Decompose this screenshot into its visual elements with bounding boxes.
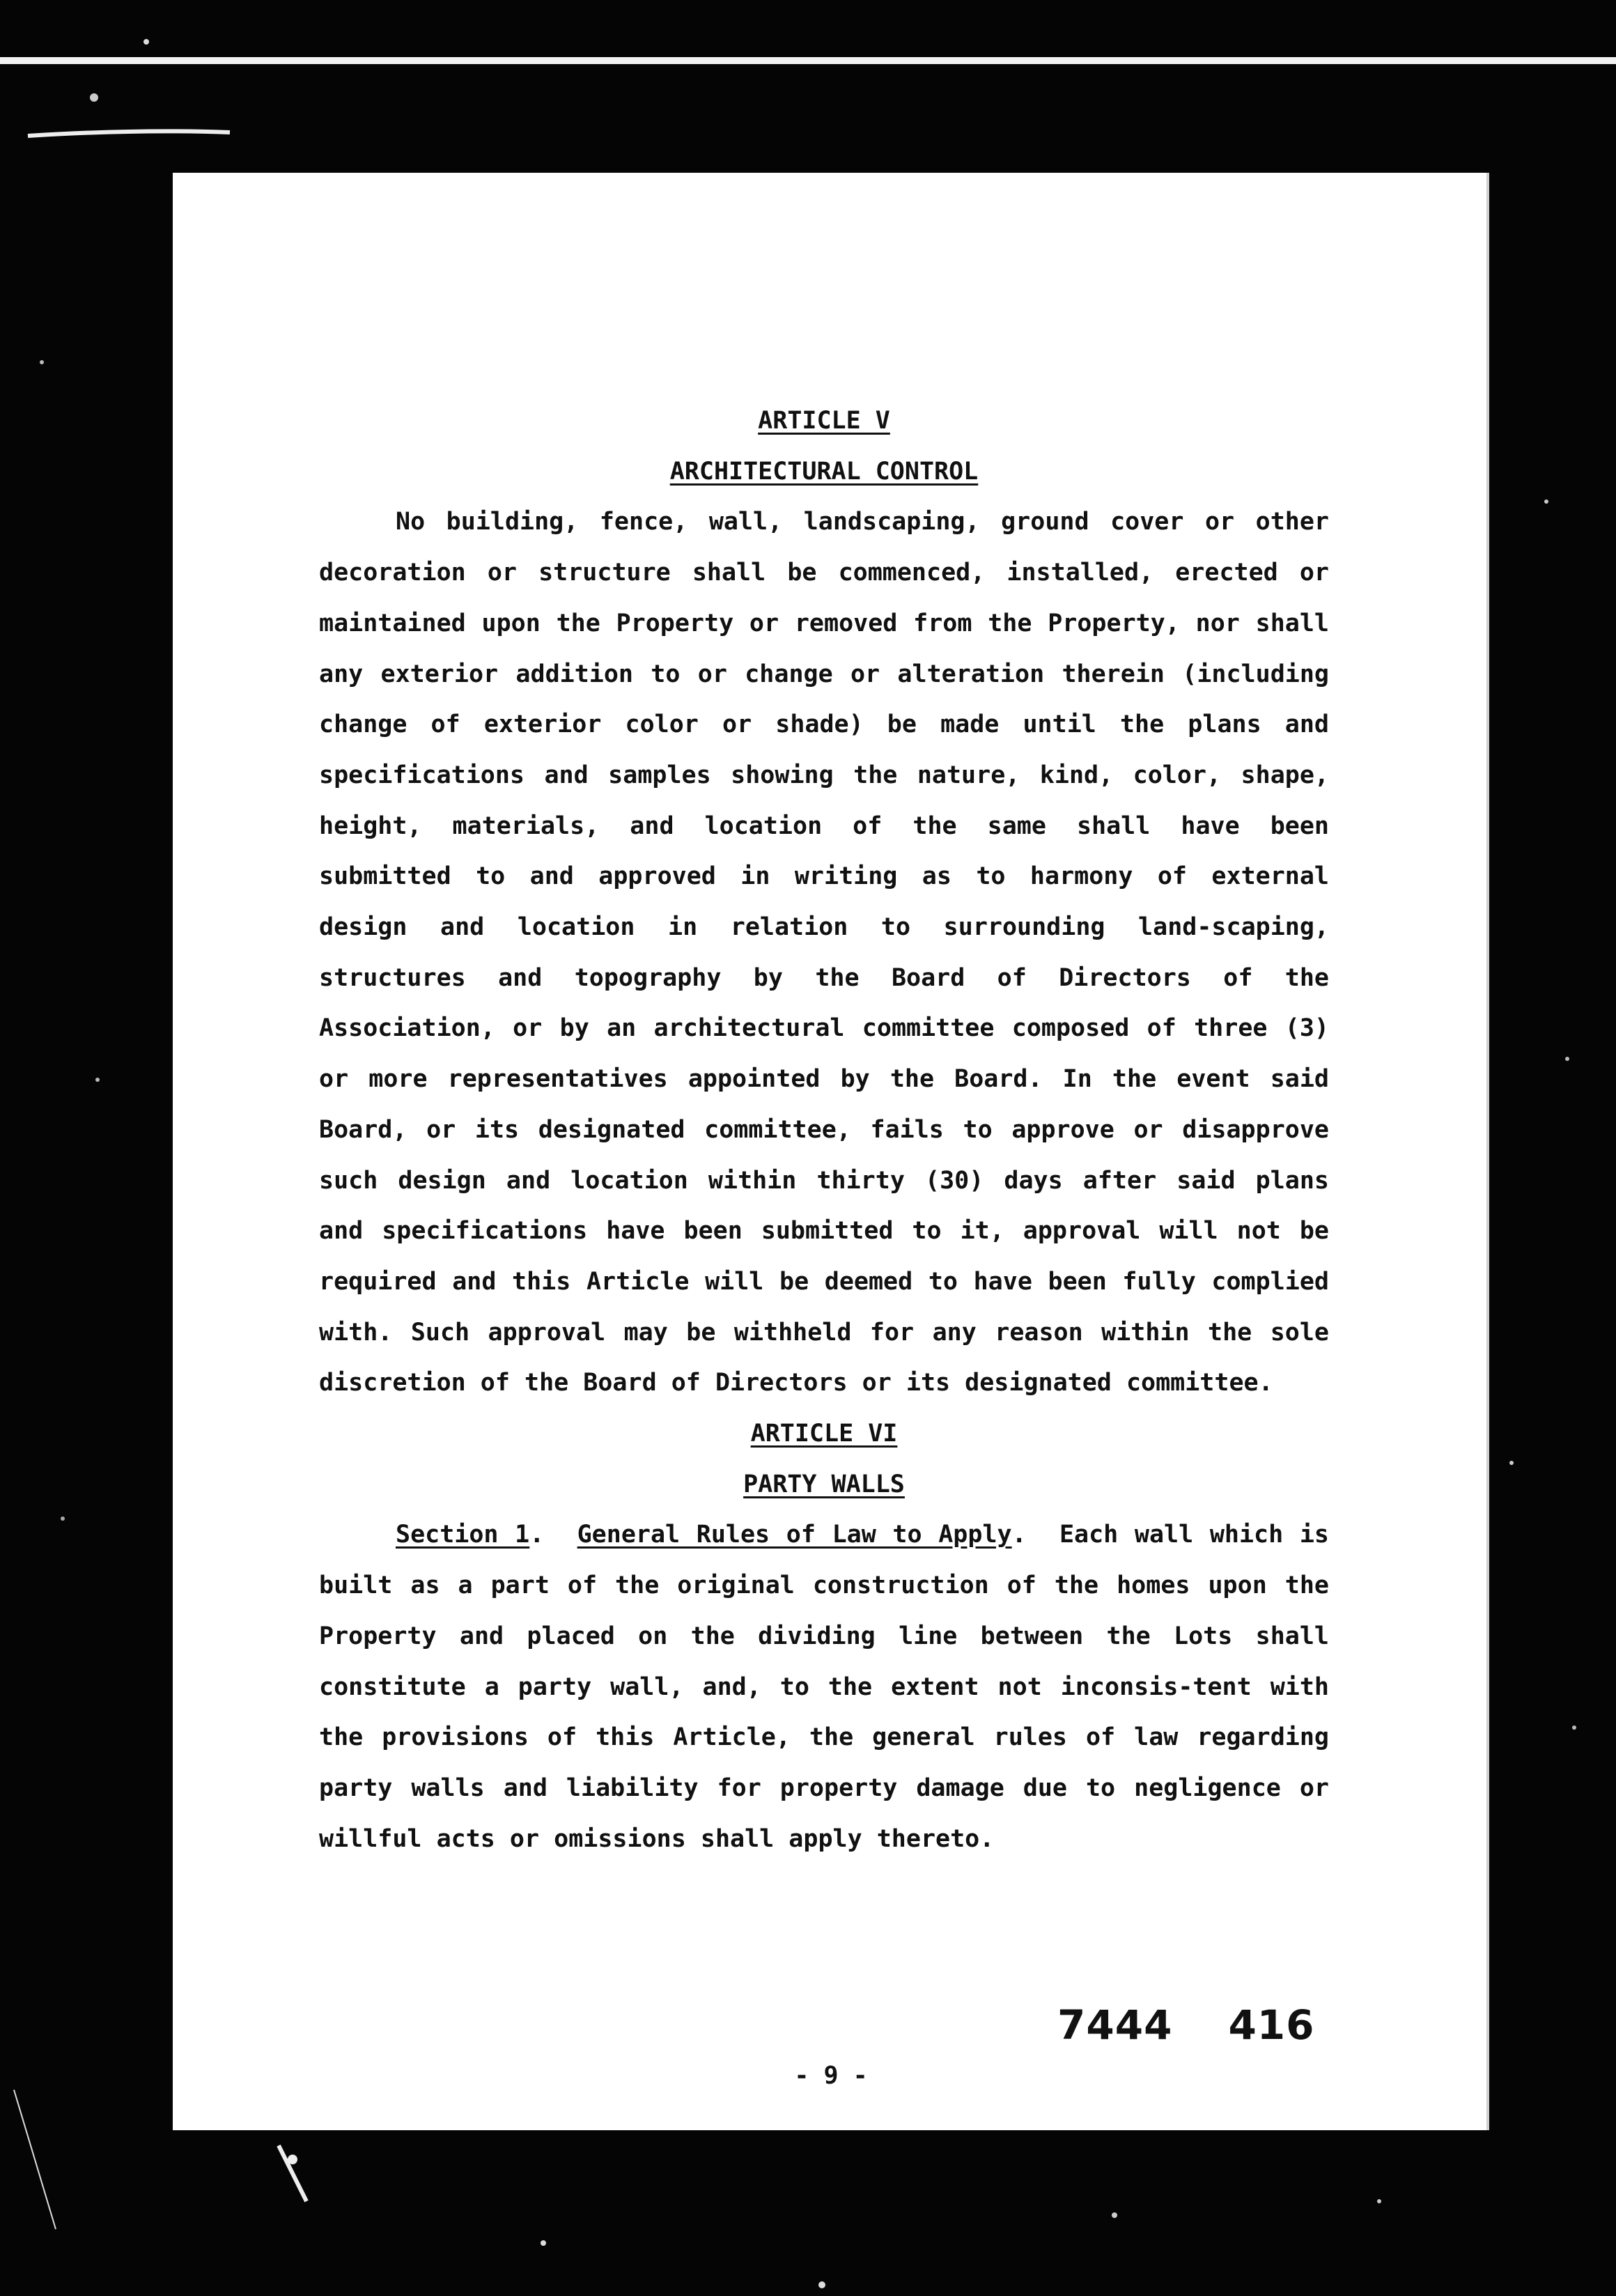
article-vi-label: ARTICLE VI bbox=[750, 1420, 898, 1448]
article-v-label: ARTICLE V bbox=[758, 407, 890, 435]
scan-top-rule bbox=[0, 57, 1616, 64]
page-number: - 9 - bbox=[794, 2062, 868, 2090]
section-1-label: Section 1 bbox=[396, 1521, 530, 1549]
article-v-body: No building, fence, wall, landscaping, ground cover or other decoration or structure shall be commenced, installed, erected or maintained upon the Property or removed from the Property, nor shall any exterior addition to or change or alteration therein (including change of exterior color or shade) be made until the plans and specifications and samples showing the nature, kind, color, shape, height, materials, and location of the same shall have been submitted to and approved in writing as to harmony of external design and location in relation to surrounding land-scaping, structures and topography by the Board of Directors of the Association, or by an architectural committee composed of three (3) or more representatives appointed by the Board. In the event said Board, or its designated committee, fails to approve or disapprove such design and location within thirty (30) days after said plans and specifications have been submitted to it, approval will not be required and this Article will be deemed to have been fully complied with. Such approval may be withheld for any reason within the sole discretion of the Board of Directors or its designated committee. bbox=[319, 508, 1329, 1397]
section-1-body: Each wall which is built as a part of the original construction of the homes upon the Property and placed on the dividing line between the Lots shall constitute a party wall, and, to the extent not inconsis-tent with the provisions of this Article, the general rules of law regarding party walls and liability for property damage due to negligence or willful acts or omissions shall apply thereto. bbox=[319, 1521, 1329, 1853]
article-vi-title: PARTY WALLS bbox=[743, 1470, 905, 1498]
document-page bbox=[173, 173, 1489, 2130]
book-number: 7444 bbox=[1057, 2001, 1173, 2049]
recording-stamp bbox=[1057, 2001, 1371, 2049]
section-1-paragraph: Section 1. General Rules of Law to Apply. Each wall which is built as a part of the original construction of the homes upon the Property and placed on the dividing line between the Lots shall constitute a party wall, and, to the extent not inconsis-tent with the provisions of this Article, the general rules of law regarding party walls and liability for property damage due to negligence or willful acts or omissions shall apply thereto. bbox=[319, 1521, 1329, 1853]
document-body bbox=[319, 396, 1329, 1864]
section-1-title: General Rules of Law to Apply bbox=[577, 1521, 1012, 1549]
page-reference: 416 bbox=[1228, 2001, 1315, 2049]
article-v-title: ARCHITECTURAL CONTROL bbox=[669, 457, 979, 486]
